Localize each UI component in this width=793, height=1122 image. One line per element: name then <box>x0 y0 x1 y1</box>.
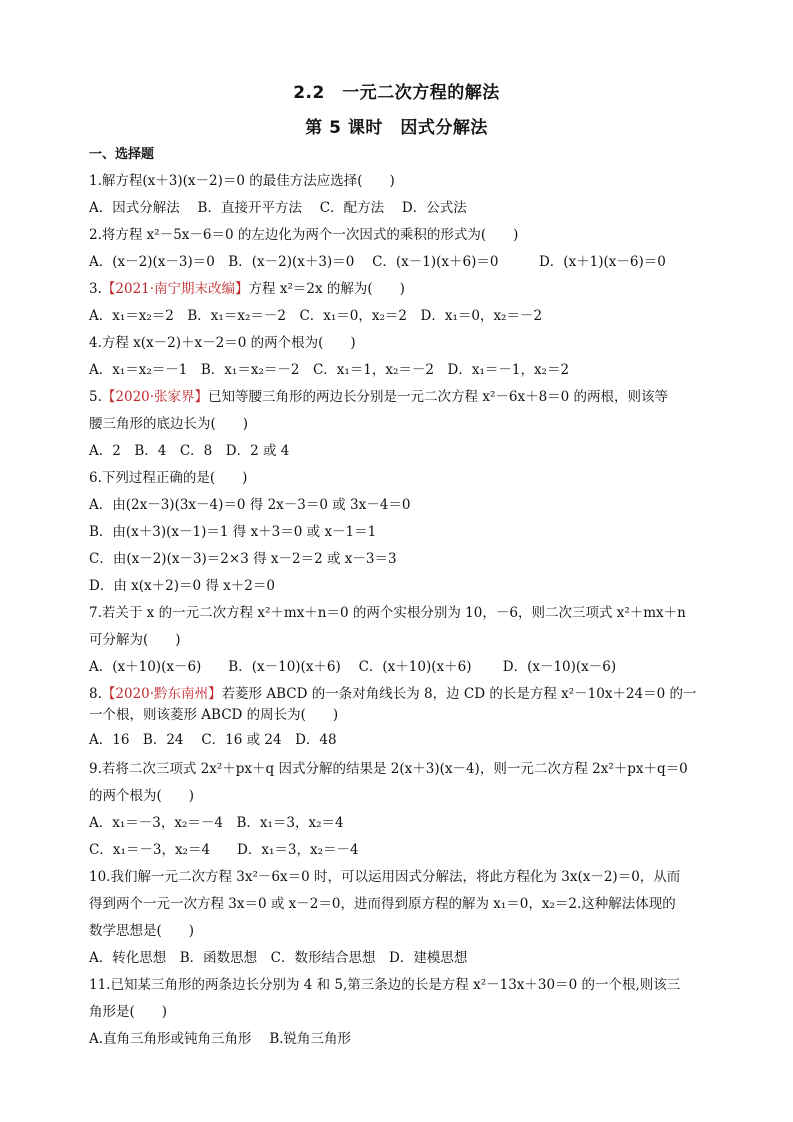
question-8-cont: 一个根，则该菱形 ABCD 的周长为( ) <box>89 707 339 723</box>
question-5-options: A．2 B．4 C．8 D．2 或 4 <box>89 443 290 459</box>
question-number: 8. <box>89 686 102 702</box>
question-9-options-ab: A．x₁＝－3，x₂＝－4 B．x₁＝3，x₂＝4 <box>89 815 344 831</box>
question-number: 3. <box>89 281 102 297</box>
question-7: 7.若关于 x 的一元二次方程 x²＋mx＋n＝0 的两个实根分别为 10，－6，则二次三项式 x²＋mx＋n <box>89 605 686 621</box>
question-9-options-cd: C．x₁＝－3，x₂＝4 D．x₁＝3，x₂＝－4 <box>89 842 359 858</box>
question-3 <box>89 280 405 298</box>
question-1-options: A．因式分解法 B．直接开平方法 C．配方法 D．公式法 <box>89 200 467 216</box>
question-6-option-a: A．由(2x－3)(3x－4)＝0 得 2x－3＝0 或 3x－4＝0 <box>89 497 411 513</box>
question-text: 若菱形 ABCD 的一条对角线长为 8，边 CD 的长是方程 x²－10x＋24＝0 的一 <box>221 686 697 702</box>
question-6-option-b: B．由(x＋3)(x－1)＝1 得 x＋3＝0 或 x－1＝1 <box>89 524 377 540</box>
question-1: 1.解方程(x＋3)(x－2)＝0 的最佳方法应选择( ) <box>89 173 395 189</box>
question-number: 5. <box>89 389 102 405</box>
question-10-cont2: 数学思想是( ) <box>89 923 195 939</box>
section-heading: 一、选择题 <box>89 147 155 162</box>
question-5 <box>89 388 668 406</box>
question-10-cont: 得到两个一元一次方程 3x＝0 或 x－2＝0，进而得到原方程的解为 x₁＝0，x₂＝2.这种解法体现的 <box>89 896 676 912</box>
question-11-options: A.直角三角形或钝角三角形 B.锐角三角形 <box>89 1031 352 1047</box>
question-11: 11.已知某三角形的两条边长分别为 4 和 5,第三条边的长是方程 x²－13x＋30＝0 的一个根,则该三 <box>89 977 681 993</box>
question-8 <box>89 685 697 703</box>
question-text: 方程 x²＝2x 的解为( ) <box>248 281 405 297</box>
question-2: 2.将方程 x²－5x－6＝0 的左边化为两个一次因式的乘积的形式为( ) <box>89 227 519 243</box>
page-title: 2.2 一元二次方程的解法 <box>293 83 500 103</box>
question-10: 10.我们解一元二次方程 3x²－6x＝0 时，可以运用因式分解法，将此方程化为 3x(x－2)＝0，从而 <box>89 869 681 885</box>
question-6-option-d: D．由 x(x＋2)＝0 得 x＋2＝0 <box>89 578 275 594</box>
question-text: 已知等腰三角形的两边长分别是一元二次方程 x²－6x＋8＝0 的两根，则该等 <box>208 389 669 405</box>
question-11-cont: 角形是( ) <box>89 1004 168 1020</box>
source-tag: 【2020·张家界】 <box>101 389 209 405</box>
question-9-cont: 的两个根为( ) <box>89 788 195 804</box>
source-tag: 【2021·南宁期末改编】 <box>101 281 249 297</box>
question-10-options: A．转化思想 B．函数思想 C．数形结合思想 D．建模思想 <box>89 950 468 966</box>
question-2-options: A．(x－2)(x－3)＝0 B．(x－2)(x＋3)＝0 C．(x－1)(x＋6)＝0 D．(x＋1)(x－6)＝0 <box>89 254 666 270</box>
page-subtitle: 第 5 课时 因式分解法 <box>305 118 488 138</box>
question-7-options: A．(x＋10)(x－6) B．(x－10)(x＋6) C．(x＋10)(x＋6) D．(x－10)(x－6) <box>89 659 617 675</box>
question-6: 6.下列过程正确的是( ) <box>89 470 248 486</box>
question-9: 9.若将二次三项式 2x²＋px＋q 因式分解的结果是 2(x＋3)(x－4)，则一元二次方程 2x²＋px＋q＝0 <box>89 761 688 777</box>
question-3-options: A．x₁＝x₂＝2 B．x₁＝x₂＝－2 C．x₁＝0，x₂＝2 D．x₁＝0，x₂＝－2 <box>89 308 543 324</box>
question-4-options: A．x₁＝x₂＝－1 B．x₁＝x₂＝－2 C．x₁＝1，x₂＝－2 D．x₁＝－1，x₂＝2 <box>89 362 570 378</box>
question-4: 4.方程 x(x－2)＋x－2＝0 的两个根为( ) <box>89 335 356 351</box>
question-5-cont: 腰三角形的底边长为( ) <box>89 416 249 432</box>
question-8-options: A．16 B．24 C．16 或 24 D．48 <box>89 732 337 748</box>
source-tag: 【2020·黔东南州】 <box>101 686 222 702</box>
question-7-cont: 可分解为( ) <box>89 632 181 648</box>
question-6-option-c: C．由(x－2)(x－3)＝2×3 得 x－2＝2 或 x－3＝3 <box>89 551 397 567</box>
